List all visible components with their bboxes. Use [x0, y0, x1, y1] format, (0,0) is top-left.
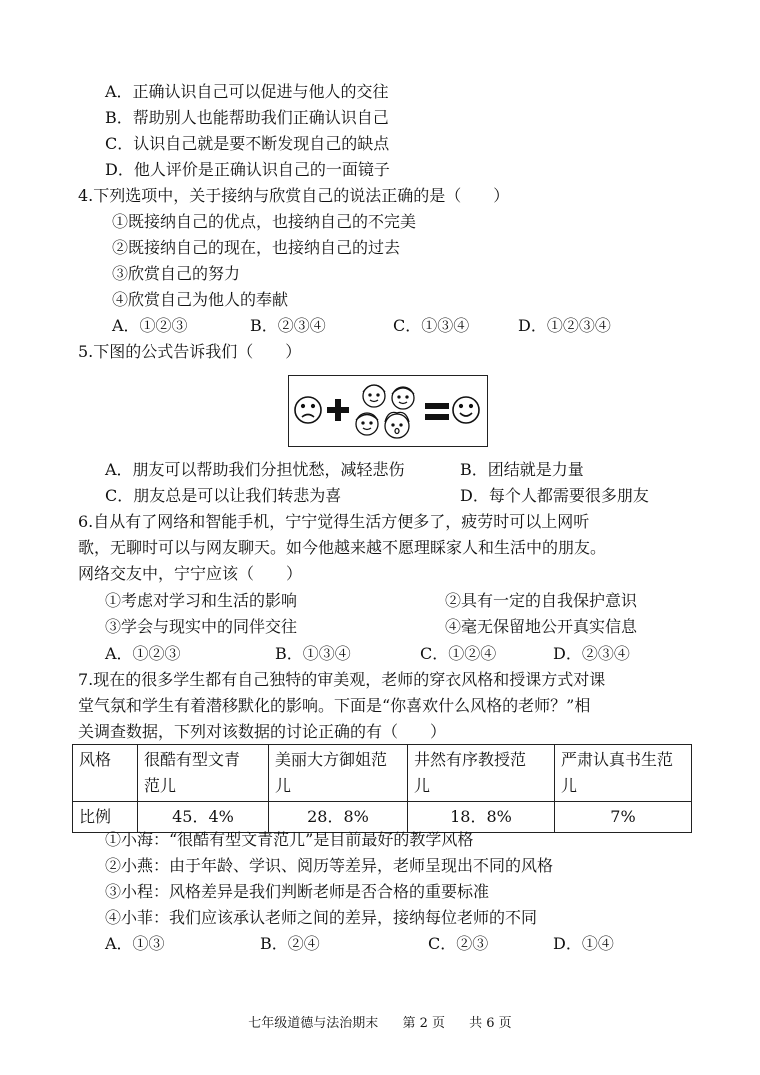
table-row-label-ratio: 比例 [73, 802, 138, 833]
q4-option-a: A．①②③ [112, 316, 188, 335]
q6-item-3: ③学会与现实中的同伴交往 [105, 617, 298, 636]
q4-item-3: ③欣赏自己的努力 [112, 264, 241, 283]
q6-option-b: B．①③④ [275, 644, 351, 663]
q4-option-d: D．①②③④ [518, 316, 611, 335]
equals-sign-icon [425, 403, 449, 420]
q7-item-3: ③小程：风格差异是我们判断老师是否合格的重要标准 [105, 882, 490, 901]
q4-item-2: ②既接纳自己的现在，也接纳自己的过去 [112, 238, 401, 257]
q3-option-c: C．认识自己就是要不断发现自己的缺点 [105, 134, 390, 153]
q7-stem-line3: 关调查数据，下列对该数据的讨论正确的有（ ） [78, 722, 447, 741]
table-cell-style-4: 严肃认真书生范 儿 [555, 745, 692, 802]
q6-stem-line3: 网络交友中，宁宁应该（ ） [78, 564, 303, 583]
survey-table [72, 744, 692, 833]
q6-option-a: A．①②③ [105, 644, 181, 663]
friends-group-icon [356, 385, 414, 438]
footer-page: 第 2 页 [402, 1016, 445, 1031]
q3-option-d: D．他人评价是正确认识自己的一面镜子 [105, 160, 390, 179]
q3-option-a: A．正确认识自己可以促进与他人的交往 [105, 82, 389, 101]
q6-item-4: ④毫无保留地公开真实信息 [445, 617, 638, 636]
q4-item-1: ①既接纳自己的优点，也接纳自己的不完美 [112, 212, 417, 231]
q7-option-a: A．①③ [105, 934, 165, 953]
happy-face-icon [453, 397, 479, 423]
q7-item-2: ②小燕：由于年龄、学识、阅历等差异，老师呈现出不同的风格 [105, 856, 554, 875]
q4-item-4: ④欣赏自己为他人的奉献 [112, 290, 289, 309]
table-row [73, 745, 692, 802]
q6-option-c: C．①②④ [420, 644, 497, 663]
q7-stem-line2: 堂气氛和学生有着潜移默化的影响。下面是“你喜欢什么风格的老师？”相 [78, 696, 591, 715]
footer-course: 七年级道德与法治期末 [248, 1016, 379, 1031]
q4-option-c: C．①③④ [393, 316, 470, 335]
plus-sign-icon [327, 399, 349, 421]
table-cell-ratio-4: 7% [555, 802, 692, 833]
sad-face-icon [295, 397, 321, 423]
formula-illustration [289, 376, 487, 446]
q6-item-1: ①考虑对学习和生活的影响 [105, 591, 298, 610]
table-cell-ratio-3: 18．8% [408, 802, 555, 833]
q5-option-c: C．朋友总是可以让我们转悲为喜 [105, 486, 342, 505]
q7-option-b: B．②④ [260, 934, 320, 953]
table-cell-style-1: 很酷有型文青 范儿 [138, 745, 269, 802]
friendship-formula-image [288, 375, 488, 447]
q7-item-4: ④小菲：我们应该承认老师之间的差异，接纳每位老师的不同 [105, 908, 538, 927]
q7-option-d: D．①④ [553, 934, 614, 953]
q7-option-c: C．②③ [428, 934, 489, 953]
q6-stem-line1: 6.自从有了网络和智能手机，宁宁觉得生活方便多了，疲劳时可以上网听 [78, 512, 590, 531]
footer-total: 共 6 页 [469, 1016, 512, 1031]
q5-option-b: B．团结就是力量 [460, 460, 584, 479]
table-cell-style-3: 井然有序教授范 儿 [408, 745, 555, 802]
q6-item-2: ②具有一定的自我保护意识 [445, 591, 638, 610]
table-cell-style-2: 美丽大方御姐范 儿 [269, 745, 408, 802]
table-cell-ratio-2: 28．8% [269, 802, 408, 833]
q6-option-d: D．②③④ [553, 644, 630, 663]
q4-stem: 4.下列选项中，关于接纳与欣赏自己的说法正确的是（ ） [78, 186, 510, 205]
q7-item-1: ①小海：“很酷有型文青范儿”是目前最好的教学风格 [105, 830, 474, 849]
q5-stem: 5.下图的公式告诉我们（ ） [78, 342, 302, 361]
q6-stem-line2: 歌，无聊时可以与网友聊天。如今他越来越不愿理睬家人和生活中的朋友。 [78, 538, 607, 557]
table-row-label-style: 风格 [73, 745, 138, 802]
table-cell-ratio-1: 45．4% [138, 802, 269, 833]
q4-option-b: B．②③④ [250, 316, 326, 335]
q3-option-b: B．帮助别人也能帮助我们正确认识自己 [105, 108, 389, 127]
q5-option-a: A．朋友可以帮助我们分担忧愁，减轻悲伤 [105, 460, 405, 479]
q7-stem-line1: 7.现在的很多学生都有自己独特的审美观，老师的穿衣风格和授课方式对课 [78, 670, 606, 689]
q5-option-d: D．每个人都需要很多朋友 [460, 486, 649, 505]
page-footer [0, 1012, 760, 1031]
